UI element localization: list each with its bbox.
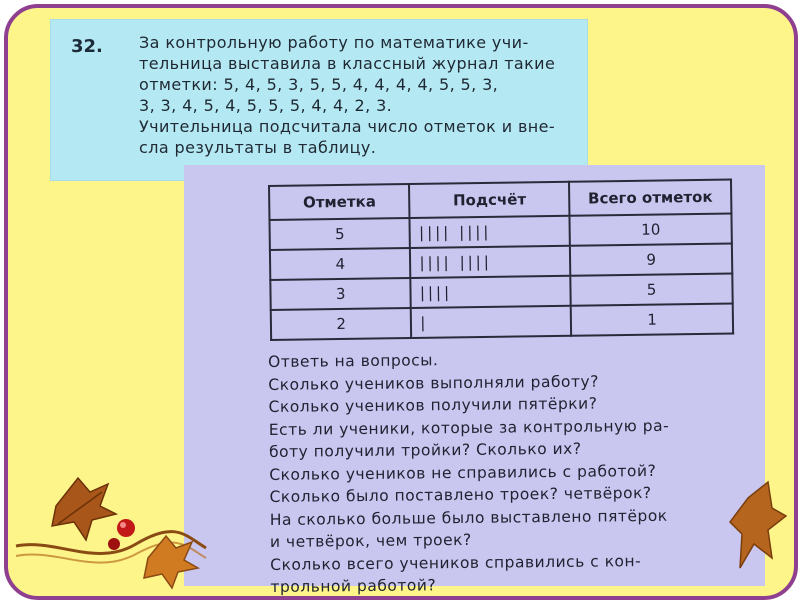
total-cell: 9 (570, 244, 732, 276)
question-line: На сколько больше было выставлено пятёрок (269, 506, 668, 529)
question-line: трольной работой? (270, 576, 437, 596)
table-and-questions-photo (184, 165, 765, 596)
question-line: и четвёрок, чем троек? (269, 530, 472, 551)
autumn-leaf-icon (52, 478, 116, 540)
autumn-leaf-icon (728, 478, 788, 588)
tally-cell: |||| |||| (410, 246, 570, 278)
task-text (139, 32, 579, 158)
question-line: Ответь на вопросы. (268, 351, 439, 371)
task-line: За контрольную работу по математике учи- (139, 33, 529, 52)
grade-cell: 4 (270, 248, 411, 280)
task-number: 32. (71, 36, 103, 57)
slide-frame (4, 4, 798, 600)
autumn-decoration (16, 448, 206, 598)
question-line: Сколько учеников не справились с работой? (269, 461, 657, 484)
total-cell: 5 (571, 274, 733, 306)
task-line: отметки: 5, 4, 5, 3, 5, 5, 4, 4, 4, 4, 5, 5, 3, (139, 75, 499, 94)
tally-table (268, 179, 734, 341)
tally-cell: |||| |||| (410, 216, 570, 248)
table-row (271, 304, 733, 340)
task-line: Учительница подсчитала число отметок и вне- (139, 117, 556, 136)
autumn-leaf-icon (144, 536, 198, 588)
task-text-photo (51, 20, 587, 180)
total-cell: 1 (571, 304, 733, 336)
total-cell: 10 (570, 214, 732, 246)
tally-cell: | (411, 306, 571, 338)
task-line: 3, 3, 4, 5, 4, 5, 5, 5, 4, 4, 2, 3. (139, 96, 393, 115)
question-line: Сколько всего учеников справились с кон- (270, 551, 642, 574)
header-tally: Подсчёт (409, 182, 569, 218)
grade-cell: 3 (270, 278, 411, 310)
questions-text (268, 346, 751, 599)
question-line: Сколько было поставлено троек? четвёрок? (269, 483, 652, 506)
task-line: сла результаты в таблицу. (139, 138, 377, 157)
red-berry-icon (117, 519, 135, 537)
grade-cell: 5 (269, 218, 410, 250)
question-line: Есть ли ученики, которые за контрольную ра- (268, 416, 670, 439)
grade-cell: 2 (271, 308, 412, 340)
question-line: боту получили тройки? Сколько их? (268, 439, 582, 461)
header-grade: Отметка (269, 184, 410, 220)
question-line: Сколько учеников получили пятёрки? (268, 394, 598, 416)
task-line: тельница выставила в классный журнал такие (139, 54, 556, 73)
red-berry-icon (108, 538, 120, 550)
tally-cell: |||| (411, 276, 571, 308)
question-line: Сколько учеников выполняли работу? (268, 372, 599, 394)
header-total: Всего отметок (569, 180, 731, 216)
